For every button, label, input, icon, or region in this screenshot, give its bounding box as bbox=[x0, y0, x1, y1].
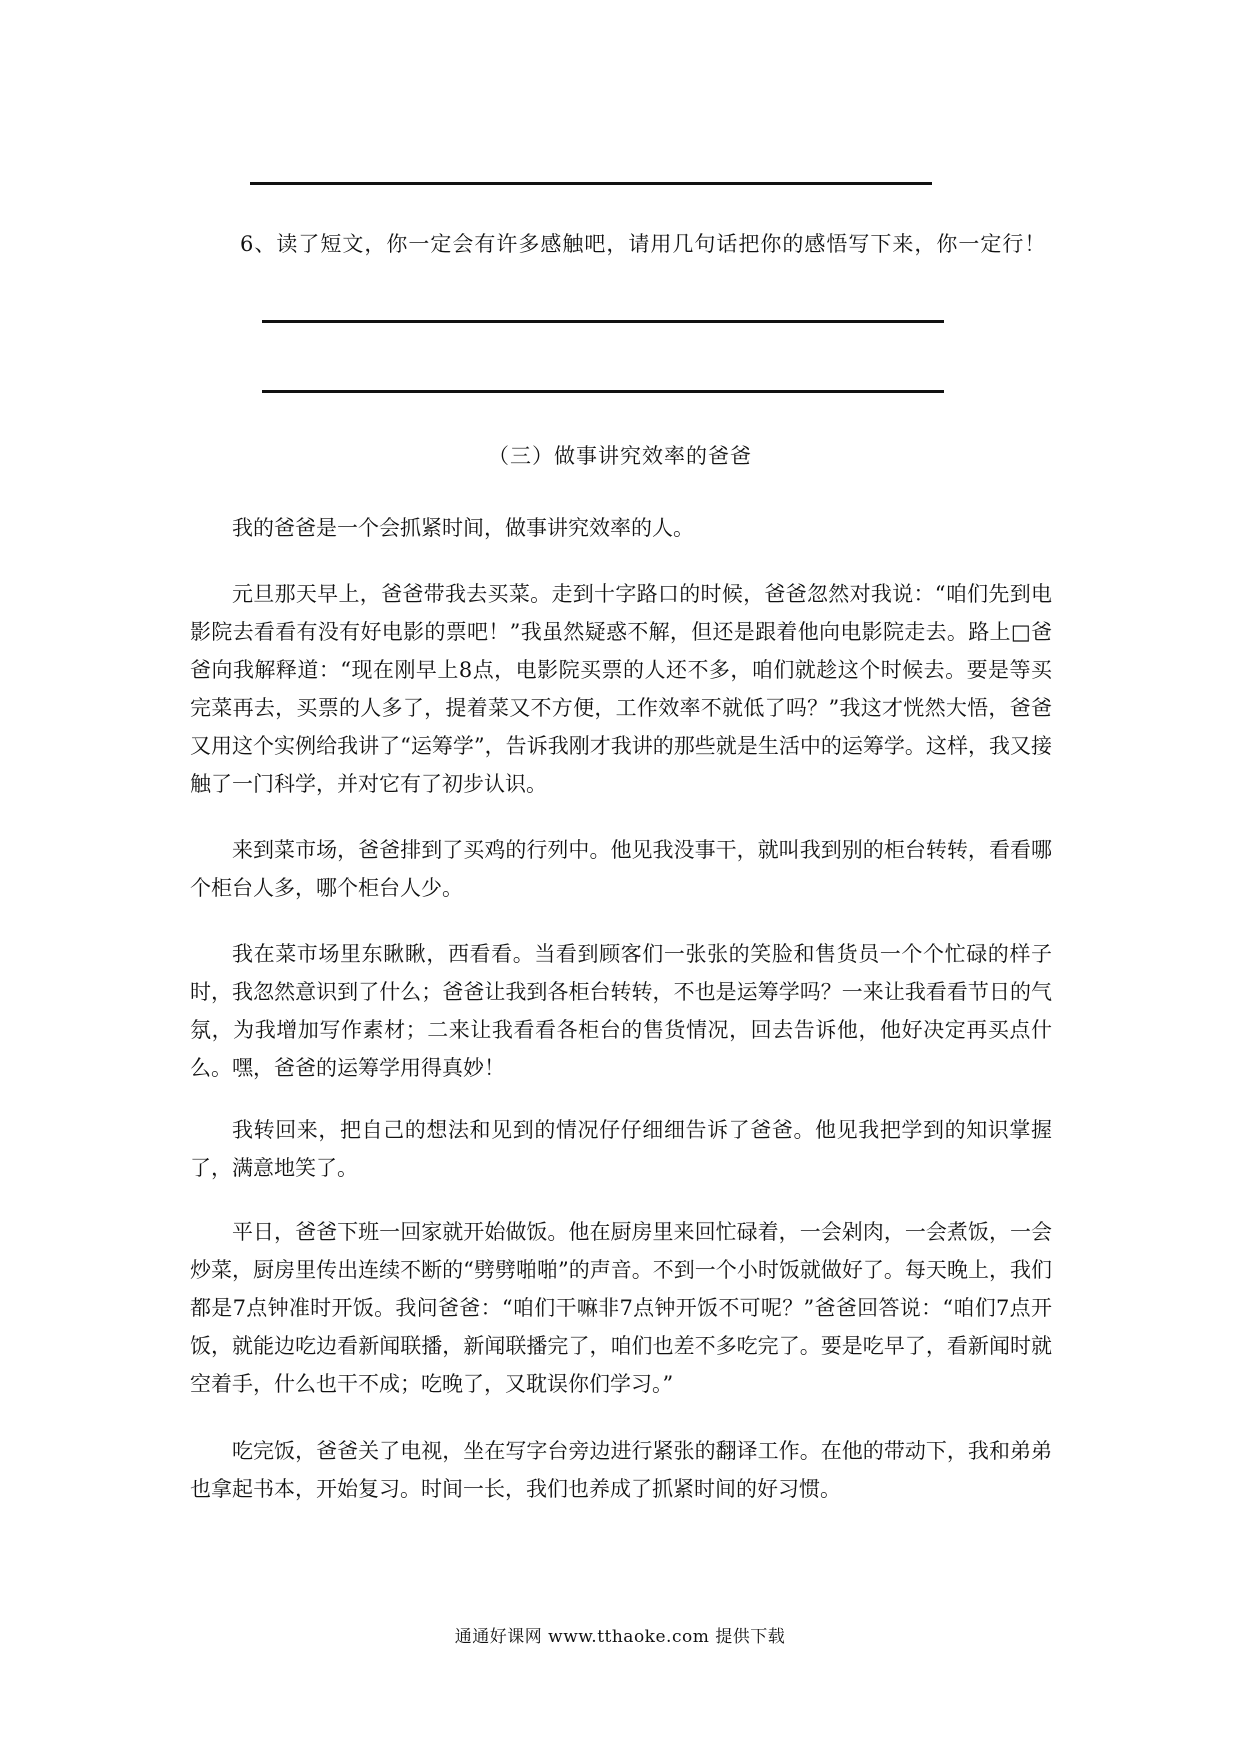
answer-line[interactable] bbox=[250, 182, 932, 185]
paragraph: 我的爸爸是一个会抓紧时间，做事讲究效率的人。 bbox=[232, 516, 694, 540]
question-6: 6、读了短文，你一定会有许多感触吧，请用几句话把你的感悟写下来，你一定行！ bbox=[240, 232, 1047, 256]
paragraph: 元旦那天早上，爸爸带我去买菜。走到十字路口的时候，爸爸忽然对我说：“咱们先到电影院去看看有没有好电影的票吧！”我虽然疑惑不解，但还是跟着他向电影院走去。路上□爸爸向我解释道：“现在刚早上8点，电影院买票的人还不多，咱们就趁这个时候去。要是等买完菜再去，买票的人多了，提着菜又不方便，工作效率不就低了吗？”我这才恍然大悟，爸爸又用这个实例给我讲了“运筹学”，告诉我刚才我讲的那些就是生活中的运筹学。这样，我又接触了一门科学，并对它有了初步认识。 bbox=[190, 582, 1052, 796]
answer-line[interactable] bbox=[262, 390, 944, 393]
paragraph: 我转回来，把自己的想法和见到的情况仔仔细细告诉了爸爸。他见我把学到的知识掌握了，满意地笑了。 bbox=[190, 1118, 1052, 1180]
answer-line[interactable] bbox=[262, 320, 944, 323]
footer-credit: 通通好课网 www.tthaoke.com 提供下载 bbox=[454, 1627, 786, 1647]
paragraph: 吃完饭，爸爸关了电视，坐在写字台旁边进行紧张的翻译工作。在他的带动下，我和弟弟也拿起书本，开始复习。时间一长，我们也养成了抓紧时间的好习惯。 bbox=[190, 1439, 1052, 1501]
paragraph: 来到菜市场，爸爸排到了买鸡的行列中。他见我没事干，就叫我到别的柜台转转，看看哪个柜台人多，哪个柜台人少。 bbox=[190, 838, 1052, 900]
paragraph: 我在菜市场里东瞅瞅，西看看。当看到顾客们一张张的笑脸和售货员一个个忙碌的样子时，我忽然意识到了什么；爸爸让我到各柜台转转，不也是运筹学吗？一来让我看看节日的气氛，为我增加写作素材；二来让我看看各柜台的售货情况，回去告诉他，他好决定再买点什么。嘿，爸爸的运筹学用得真妙！ bbox=[190, 942, 1052, 1080]
paragraph: 平日，爸爸下班一回家就开始做饭。他在厨房里来回忙碌着，一会剁肉，一会煮饭，一会炒菜，厨房里传出连续不断的“劈劈啪啪”的声音。不到一个小时饭就做好了。每天晚上，我们都是7点钟准时开饭。我问爸爸：“咱们干嘛非7点钟开饭不可呢？”爸爸回答说：“咱们7点开饭，就能边吃边看新闻联播，新闻联播完了，咱们也差不多吃完了。要是吃早了，看新闻时就空着手，什么也干不成；吃晚了，又耽误你们学习。” bbox=[190, 1220, 1052, 1396]
passage-title: （三）做事讲究效率的爸爸 bbox=[488, 444, 752, 468]
